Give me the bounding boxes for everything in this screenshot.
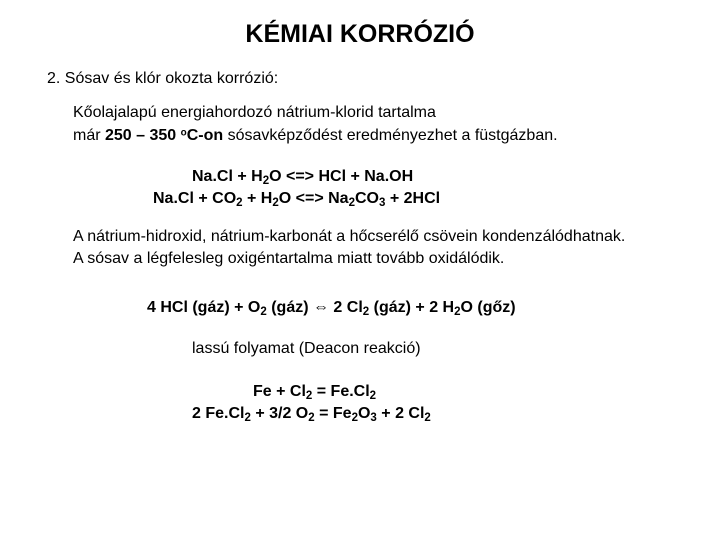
eq-part: + 2 Cl (376, 405, 425, 422)
reaction-nacl-co2 (153, 190, 440, 208)
eq-sub: 2 (308, 411, 315, 424)
eq-part: O <=> Na (278, 190, 349, 207)
eq-sub: 2 (244, 411, 251, 424)
eq-part: (gáz) (266, 299, 313, 316)
eq-part: CO (354, 190, 379, 207)
eq-part: 4 HCl (gáz) + O (147, 299, 261, 316)
eq-part: Na.Cl + CO (153, 190, 237, 207)
intro-line-1: Kőolajalapú energiahordozó nátrium-klorid tartalma (73, 104, 436, 121)
eq-sub: 2 (305, 389, 313, 402)
eq-part: Fe + Cl (253, 383, 306, 400)
eq-part: O (gőz) (460, 299, 516, 316)
eq-sub: 2 (272, 196, 279, 209)
eq-part: + 3/2 O (250, 405, 309, 422)
reaction-iron-oxidation (192, 405, 431, 423)
eq-part: Na.Cl + H (192, 168, 263, 185)
eq-part: (gáz) + 2 H (369, 299, 455, 316)
degree-symbol: o (180, 127, 187, 139)
eq-sub: 2 (351, 411, 358, 424)
eq-sub: 2 (348, 196, 355, 209)
reaction-nacl-water (192, 168, 413, 186)
temperature-unit: C-on (186, 127, 224, 144)
intro-line-2-prefix: már (73, 127, 105, 144)
eq-part: 2 Cl (328, 299, 363, 316)
para2-line-1: A nátrium-hidroxid, nátrium-karbonát a hőcserélő csövein kondenzálódhatnak. (73, 228, 626, 245)
eq-sub: 2 (424, 411, 431, 424)
eq-sub: 2 (369, 389, 377, 402)
intro-paragraph (73, 101, 558, 147)
eq-part: + 2HCl (385, 190, 441, 207)
page-title: KÉMIAI KORRÓZIÓ (245, 20, 475, 48)
deacon-equation (147, 299, 516, 317)
eq-part: = Fe.Cl (312, 383, 370, 400)
eq-part: O (357, 405, 371, 422)
eq-part: + H (242, 190, 273, 207)
temperature-range: 250 – 350 (105, 127, 181, 144)
eq-part: O <=> HCl + Na.OH (269, 168, 414, 185)
para2-line-2: A sósav a légfelesleg oxigéntartalma miatt tovább oxidálódik. (73, 250, 505, 267)
eq-sub: 2 (454, 305, 461, 318)
reaction-iron-chlorine (253, 383, 376, 401)
eq-sub: 2 (362, 305, 370, 318)
intro-line-2 (73, 124, 558, 147)
equilibrium-arrow-icon: ⇔ (312, 299, 329, 316)
deacon-note: lassú folyamat (Deacon reakció) (192, 340, 421, 357)
condensation-paragraph (73, 226, 625, 270)
eq-sub: 3 (378, 196, 386, 209)
eq-sub: 2 (260, 305, 267, 318)
eq-sub: 3 (370, 411, 377, 424)
eq-sub: 2 (236, 196, 243, 209)
section-heading: 2. Sósav és klór okozta korrózió: (47, 70, 279, 87)
eq-sub: 2 (262, 174, 270, 187)
eq-part: 2 Fe.Cl (192, 405, 245, 422)
intro-line-2-suffix: sósavképződést eredményezhet a füstgázban. (223, 127, 558, 144)
eq-part: = Fe (314, 405, 352, 422)
